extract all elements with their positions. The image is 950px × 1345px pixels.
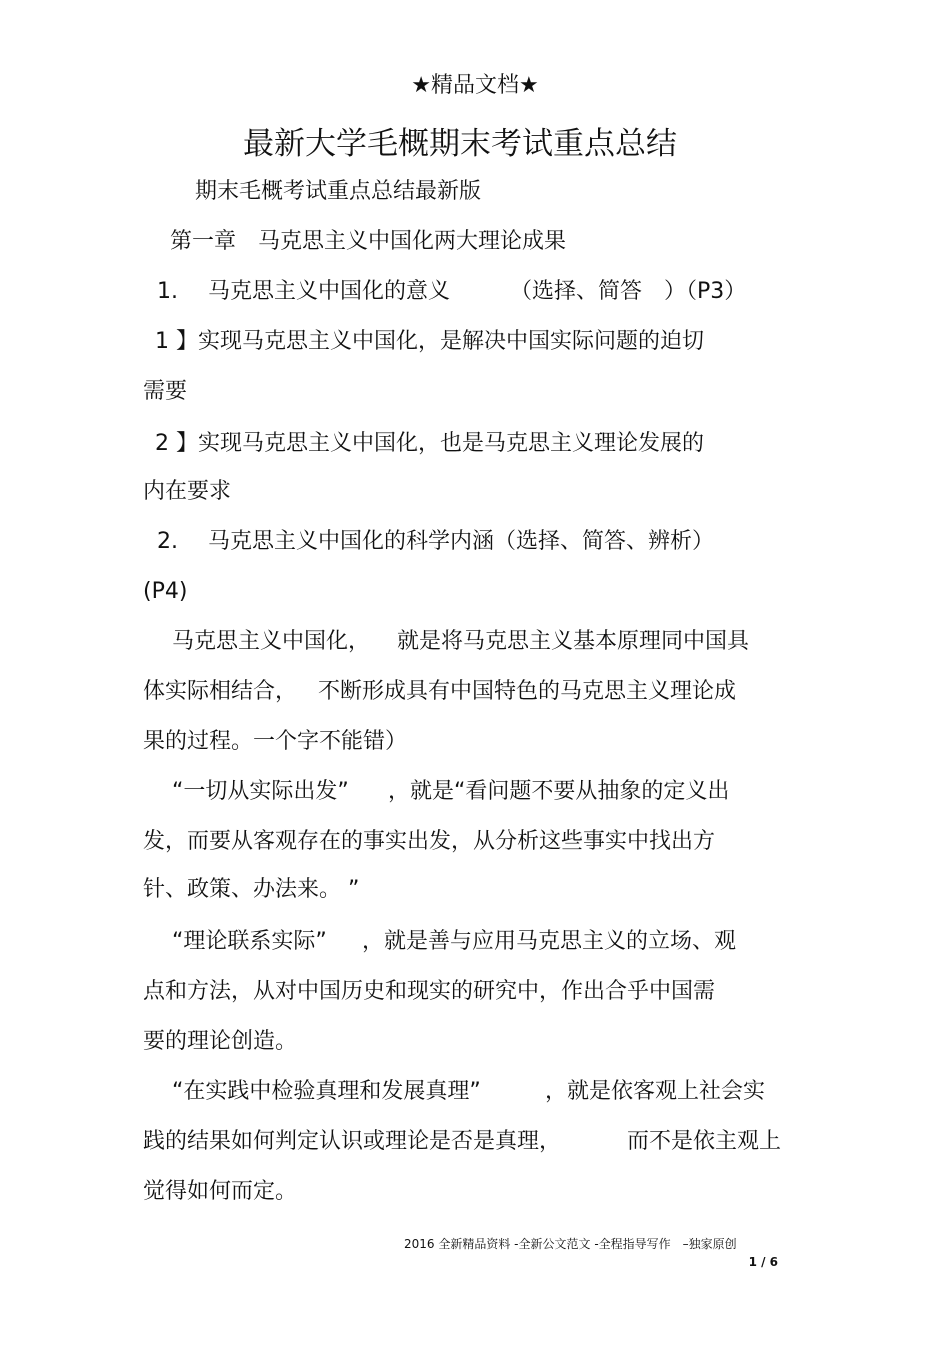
para-3-line-3: 要的理论创造。: [143, 1029, 298, 1054]
para-1-line-1a: 马克思主义中国化，: [172, 629, 371, 654]
para-1-line-1b: 就是将马克思主义基本原理同中国具: [397, 629, 750, 654]
section-2-tag: (P4): [143, 579, 188, 604]
section-2-number: 2.: [157, 529, 178, 554]
subtitle: 期末毛概考试重点总结最新版: [195, 179, 482, 204]
section-1-number: 1.: [157, 279, 178, 304]
section-1-heading: 马克思主义中国化的意义: [208, 279, 451, 304]
para-4-line-1a: “在实践中检验真理和发展真理”: [172, 1079, 481, 1104]
para-2-line-2: 发，而要从客观存在的事实出发，从分析这些事实中找出方: [143, 829, 716, 854]
section-1-tag: （选择、简答 ）（P3）: [510, 279, 747, 304]
document-title: 最新大学毛概期末考试重点总结: [243, 126, 677, 162]
para-2-line-1a: “一切从实际出发”: [172, 779, 349, 804]
para-1-line-2a: 体实际相结合，: [143, 679, 298, 704]
item-1-line-2: 需要: [143, 379, 188, 404]
chapter-heading: 第一章 马克思主义中国化两大理论成果: [170, 229, 567, 254]
para-3-line-2: 点和方法，从对中国历史和现实的研究中，作出合乎中国需: [143, 979, 716, 1004]
para-1-line-2b: 不断形成具有中国特色的马克思主义理论成: [318, 679, 737, 704]
para-4-line-3: 觉得如何而定。: [143, 1179, 298, 1204]
item-2-line-2: 内在要求: [143, 479, 232, 504]
para-4-line-2b: 而不是依主观上: [627, 1129, 782, 1154]
page-header: ★精品文档★: [411, 73, 539, 98]
item-2-line-1: 2 】实现马克思主义中国化，也是马克思主义理论发展的: [155, 431, 704, 456]
section-2-heading: 马克思主义中国化的科学内涵（选择、简答、辨析）: [208, 529, 715, 554]
para-4-line-1b: ，就是依客观上社会实: [545, 1079, 766, 1104]
para-3-line-1a: “理论联系实际”: [172, 929, 327, 954]
page-number: 1 / 6: [748, 1255, 778, 1269]
item-1-line-1: 1 】实现马克思主义中国化，是解决中国实际问题的迫切: [155, 329, 704, 354]
para-1-line-3: 果的过程。一个字不能错）: [143, 729, 408, 754]
para-3-line-1b: ，就是善与应用马克思主义的立场、观: [362, 929, 737, 954]
footer-text: 2016 全新精品资料 -全新公文范文 -全程指导写作 –独家原创: [404, 1237, 737, 1251]
para-2-line-3: 针、政策、办法来。 ”: [143, 877, 360, 902]
para-2-line-1b: ，就是“看问题不要从抽象的定义出: [388, 779, 730, 804]
para-4-line-2a: 践的结果如何判定认识或理论是否是真理，: [143, 1129, 562, 1154]
